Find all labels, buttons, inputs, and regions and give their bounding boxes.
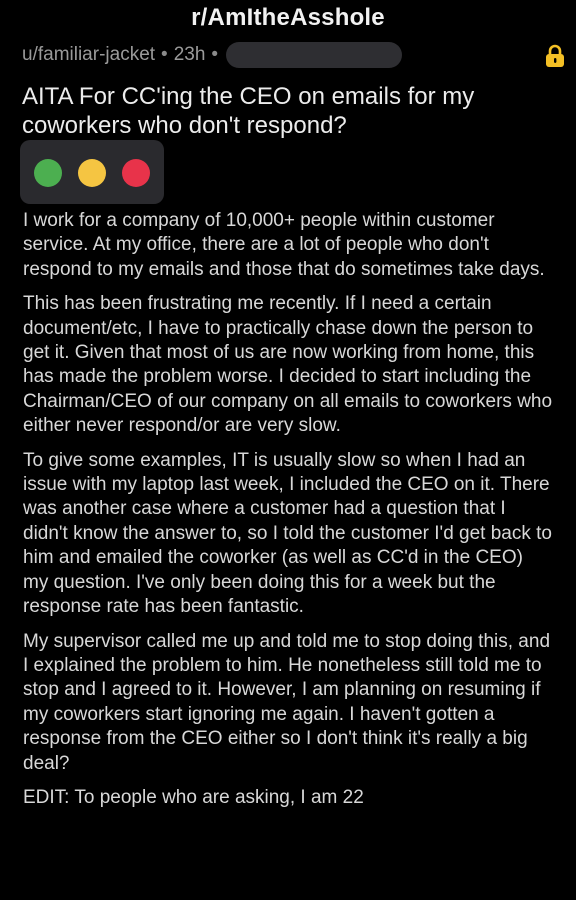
body-paragraph: To give some examples, IT is usually slow so when I had an issue with my laptop last week, I included the CEO on it. There was another case where a customer had a question that I didn't know the answer to, so I told the customer I'd get back to him and emailed the coworker (as well as CC'd in the CEO) my question. I've only been doing this for a week but the response rate has been fantastic. bbox=[23, 449, 552, 618]
post-body bbox=[23, 209, 553, 820]
meta-separator-2: • bbox=[211, 44, 219, 65]
redacted-flair bbox=[226, 42, 402, 68]
post-flair bbox=[20, 140, 164, 204]
body-paragraph: I work for a company of 10,000+ people within customer service. At my office, there are a lot of people who don't respond to my emails and those that do sometimes take days. bbox=[23, 210, 545, 280]
author-link[interactable]: u/familiar-jacket bbox=[22, 44, 156, 65]
body-paragraph: My supervisor called me up and told me to stop doing this, and I explained the problem to him. He nonetheless still told me to stop and I agreed to it. However, I am planning on resuming if my coworkers start ignoring me again. I haven't gotten a response from the CEO either so I don't think it's really a big deal? bbox=[23, 630, 551, 774]
yellow-dot-icon bbox=[78, 159, 106, 187]
edit-note: EDIT: To people who are asking, I am 22 bbox=[23, 786, 364, 808]
post-title[interactable]: AITA For CC'ing the CEO on emails for my coworkers who don't respond? bbox=[22, 83, 475, 139]
post-age: 23h bbox=[173, 44, 206, 65]
meta-separator: • bbox=[161, 44, 168, 65]
green-dot-icon bbox=[34, 159, 62, 187]
red-dot-icon bbox=[122, 159, 150, 187]
body-paragraph: This has been frustrating me recently. If I need a certain document/etc, I have to practically chase down the person to get it. Given that most of us are now working from home, this has made the problem worse. I decided to start including the Chairman/CEO of our company on all emails to coworkers who either never respond/or are very slow. bbox=[23, 293, 553, 437]
subreddit-title[interactable]: r/AmItheAsshole bbox=[191, 4, 385, 31]
lock-icon bbox=[544, 44, 566, 68]
post-meta bbox=[22, 40, 562, 70]
